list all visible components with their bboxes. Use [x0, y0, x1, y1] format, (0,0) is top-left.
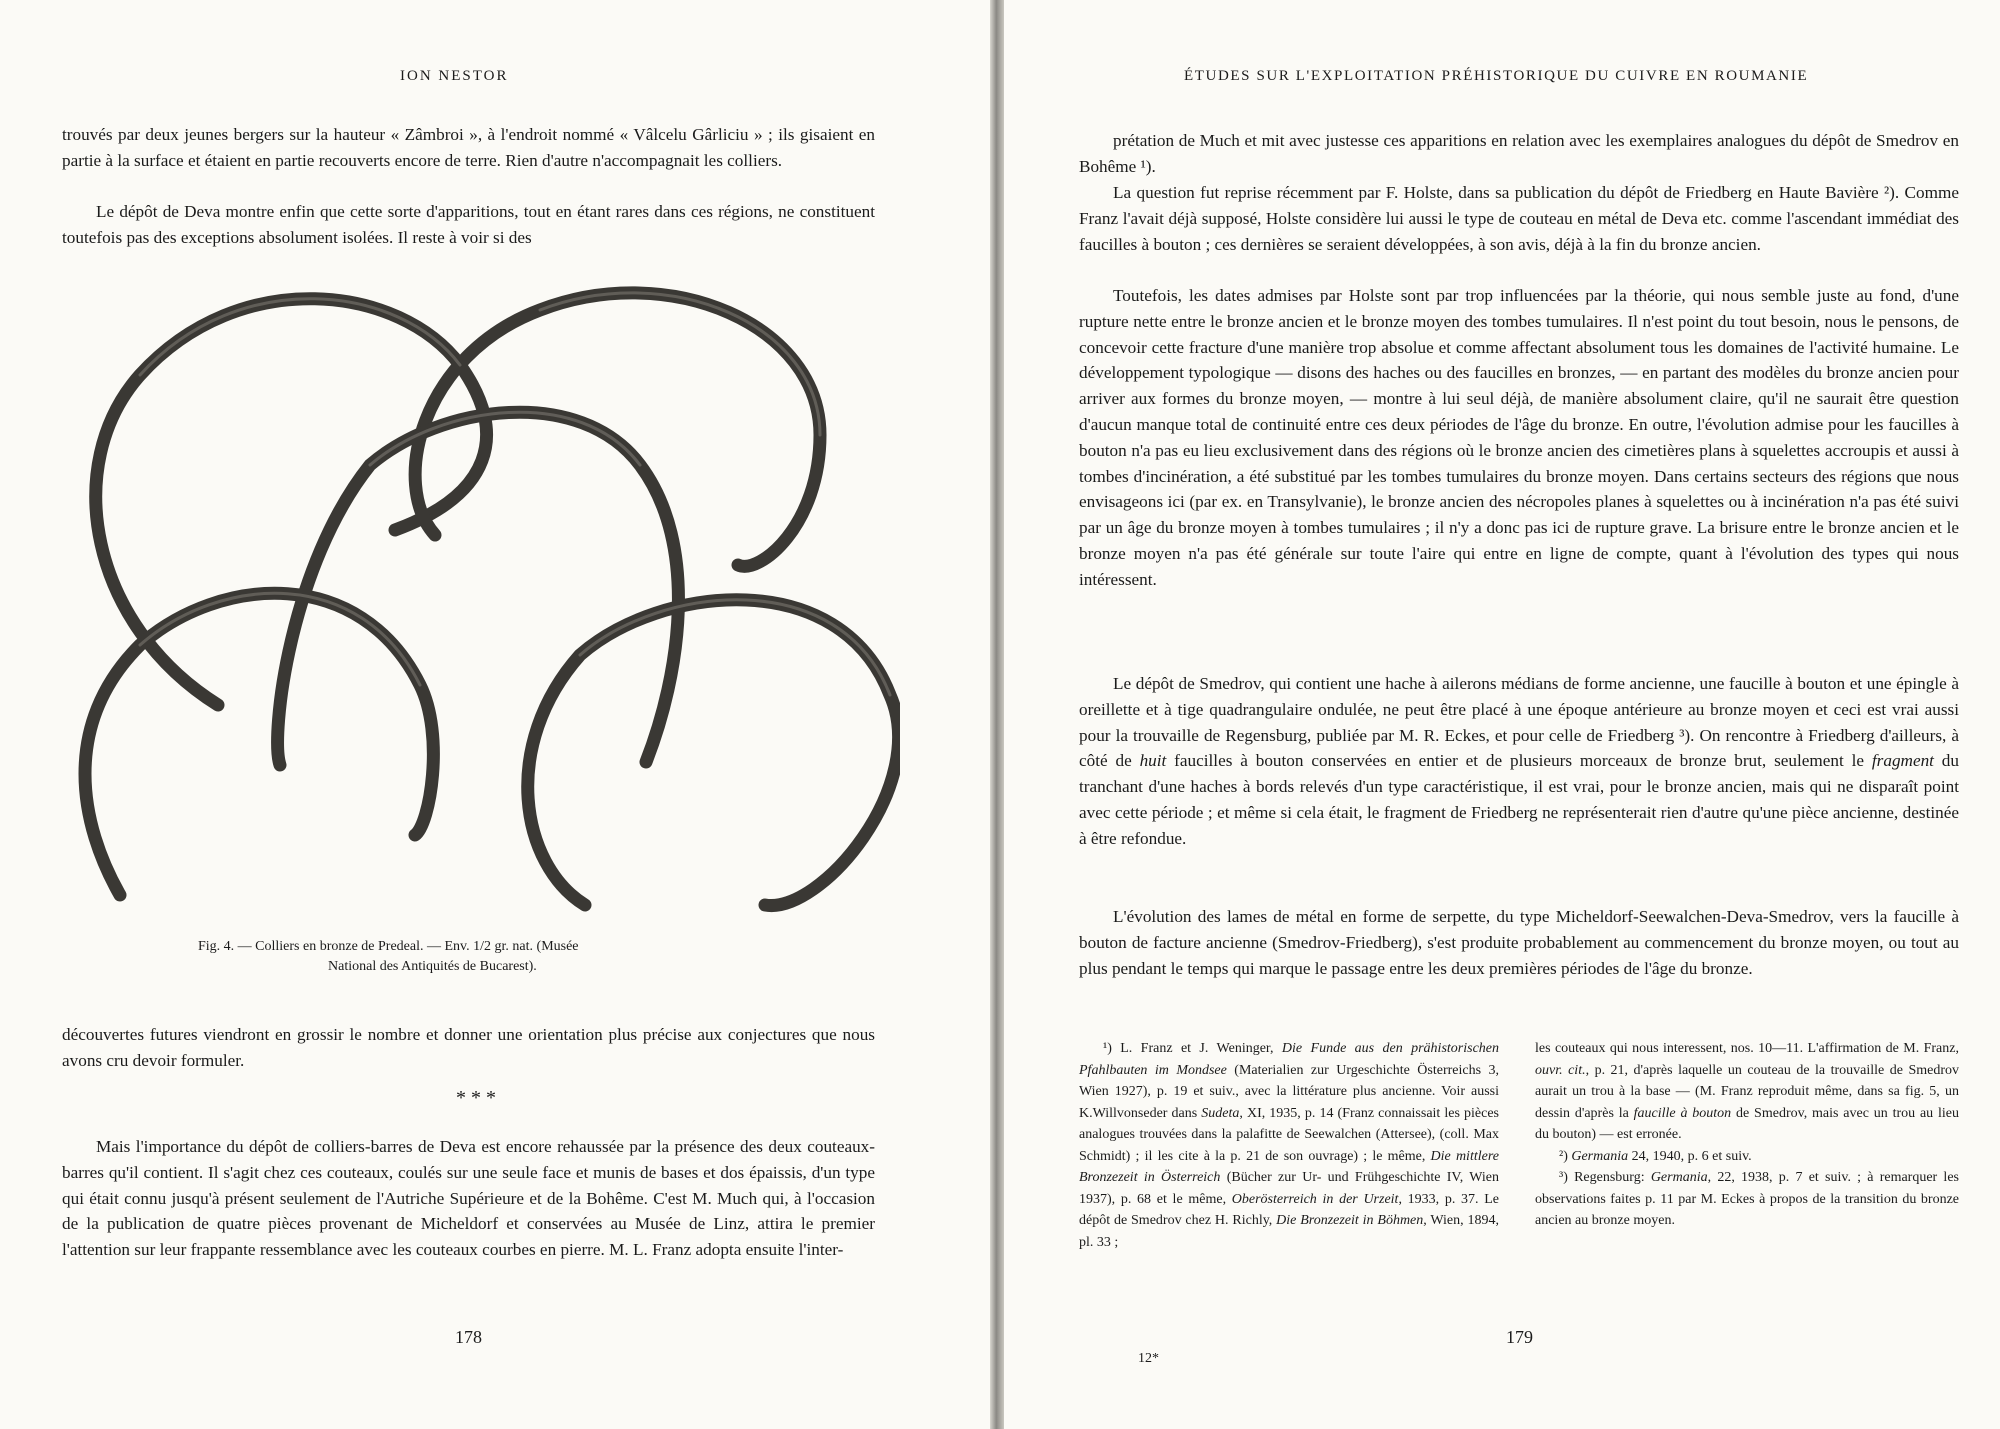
- paragraph: prétation de Much et mit avec justesse ces apparitions en relation avec les exemplaires analogues du dépôt de Smedrov en Bohême ¹).: [1079, 131, 1959, 176]
- section-break: * * *: [456, 1087, 496, 1109]
- paragraph: trouvés par deux jeunes bergers sur la hauteur « Zâmbroi », à l'endroit nommé « Vâlcelu Gârliciu » ; ils gisaient en partie à la surface et étaient en partie recouverts encore de terre. Rien d'autre n'accompagnait les colliers.: [62, 125, 875, 170]
- book-gutter: [990, 0, 1004, 1429]
- footnote-3: ³) Regensburg: Germania, 22, 1938, p. 7 et suiv. ; à remarquer les observations faites p. 11 par M. Eckes à propos de la transition du bronze ancien au bronze moyen.: [1535, 1170, 1959, 1228]
- footnotes-column-right: [1535, 1038, 1959, 1232]
- figure-caption: [198, 937, 758, 977]
- page-number-right: 179: [1506, 1327, 1533, 1347]
- figure-bronze-collars: [60, 265, 900, 915]
- footnote-1-continued: les couteaux qui nous interessent, nos. 10—11. L'affirmation de M. Franz, ouvr. cit., p. 21, d'après laquelle un couteau de la trouvaille de Smedrov aurait un trou à la base — (M. Franz reproduit même, dans sa fig. 5, un dessin d'après la faucille à bouton de Smedrov, mais avec un trou au lieu du bouton) — est erronée.: [1535, 1041, 1959, 1142]
- paragraph: Toutefois, les dates admises par Holste sont par trop influencées par la théorie, qui nous semble juste au fond, d'une rupture nette entre le bronze ancien et le bronze moyen des tombes tumulaires. Il n'est point du tout besoin, nous le pensons, de concevoir cette fracture d'une manière trop absolue et comme affectant absolument tous les domaines de l'activité humaine. Le développement typologique — disons des haches ou des faucilles en bronzes, — en partant des modèles du bronze ancien pour arriver aux formes du bronze moyen, — montre à lui seul déjà, de manière absolument claire, qu'il ne saurait être question d'aucun manque total de continuité entre ces deux périodes de l'âge du bronze. En outre, l'évolution admise pour les faucilles à bouton n'a pas eu lieu exclusivement dans des régions où le bronze ancien des cimetières plans à squelettes accroupis et aussi à tombes d'incinération, a été substitué par les tombes tumulaires du bronze moyen. Dans certains secteurs des régions que nous envisageons ici (par ex. en Transylvanie), le bronze ancien des nécropoles planes à squelettes ou à incinération n'a pas été suivi par un âge du bronze moyen à tombes tumulaires ; il n'y a donc pas ici de rupture grave. La brisure entre le bronze ancien et le bronze moyen n'a pas été générale sur toute l'aire qui entre en ligne de compte, quant à l'évolution des types qui nous intéressent.: [1079, 286, 1959, 589]
- figure-caption-line2: National des Antiquités de Bucarest).: [328, 959, 537, 974]
- footnote-1: ¹) L. Franz et J. Weninger, Die Funde aus den prähistorischen Pfahlbauten im Mondsee (Materialien zur Urgeschichte Österreichs 3, Wien 1927), p. 19 et suiv., avec la littérature plus ancienne. Voir aussi K.Willvonseder dans Sudeta, XI, 1935, p. 14 (Franz connaissait les pièces analogues trouvées dans la palafitte de Seewalchen (Attersee), (coll. Max Schmidt) ; il les cite à la p. 21 de son ouvrage) ; le même, Die mittlere Bronzezeit in Österreich (Bücher zur Ur- und Frühgeschichte IV, Wien 1937), p. 68 et le même, Oberösterreich in der Urzeit, 1933, p. 37. Le dépôt de Smedrov chez H. Richly, Die Bronzezeit in Böhmen, Wien, 1894, pl. 33 ;: [1079, 1041, 1500, 1250]
- paragraph: L'évolution des lames de métal en forme de serpette, du type Micheldorf-Seewalchen-Deva-Smedrov, vers la faucille à bouton de facture ancienne (Smedrov-Friedberg), s'est produite probablement au commencement du bronze moyen, ou tout au plus pendant le temps qui marque le passage entre les deux premières périodes de l'âge du bronze.: [1079, 907, 1959, 978]
- paragraph: Mais l'importance du dépôt de colliers-barres de Deva est encore rehaussée par la présence des deux couteaux-barres qu'il contient. Il s'agit chez ces couteaux, coulés sur une seule face et munis de bases et dos épaissis, d'un type qui était connu jusqu'à présent seulement de l'Autriche Supérieure et de la Bohême. C'est M. Much qui, à l'occasion de la publication de quatre pièces provenant de Micheldorf et conservées au Musée de Linz, attira le premier l'attention sur leur frappante ressemblance avec les couteaux courbes en pierre. M. L. Franz adopta ensuite l'inter-: [62, 1137, 875, 1260]
- figure-caption-line1: Fig. 4. — Colliers en bronze de Predeal. — Env. 1/2 gr. nat. (Musée: [198, 939, 579, 954]
- running-head-left: ION NESTOR: [400, 68, 509, 84]
- paragraph: Le dépôt de Deva montre enfin que cette sorte d'apparitions, tout en étant rares dans ces régions, ne constituent toutefois pas des exceptions absolument isolées. Il reste à voir si des: [62, 202, 875, 247]
- signature-mark: 12*: [1138, 1351, 1159, 1366]
- right-page: [1004, 0, 2000, 1429]
- page-number-left: 178: [455, 1327, 482, 1347]
- left-page: [0, 0, 990, 1429]
- footnotes-column-left: [1079, 1038, 1499, 1253]
- paragraph: découvertes futures viendront en grossir le nombre et donner une orientation plus précise aux conjectures que nous avons cru devoir formuler.: [62, 1025, 875, 1070]
- paragraph: La question fut reprise récemment par F. Holste, dans sa publication du dépôt de Friedberg en Haute Bavière ²). Comme Franz l'avait déjà supposé, Holste considère lui aussi le type de couteau en métal de Deva etc. comme l'ascendant immédiat des faucilles à bouton ; ces dernières se seraient développées, à son avis, déjà à la fin du bronze ancien.: [1079, 183, 1959, 254]
- running-head-right: ÉTUDES SUR L'EXPLOITATION PRÉHISTORIQUE DU CUIVRE EN ROUMANIE: [1184, 68, 1809, 84]
- footnote-2: ²) Germania 24, 1940, p. 6 et suiv.: [1559, 1148, 1752, 1164]
- bronze-collars-photo: [60, 265, 900, 915]
- paragraph: Le dépôt de Smedrov, qui contient une hache à ailerons médians de forme ancienne, une faucille à bouton et une épingle à oreillette et à tige quadrangulaire ondulée, ne peut être placé à une époque antérieure au bronze moyen et ceci est vrai aussi pour la trouvaille de Regensburg, publiée par M. R. Eckes, et pour celle de Friedberg ³). On rencontre à Friedberg d'ailleurs, à côté de huit faucilles à bouton conservées en entier et de plusieurs morceaux de bronze brut, seulement le fragment du tranchant d'une haches à bords relevés d'un type caractéristique, il est vrai, pour le bronze ancien, mais qui ne disparaît point avec cette période ; et même si cela était, le fragment de Friedberg ne représenterait rien d'autre qu'une pièce ancienne, destinée à être refondue.: [1079, 674, 1959, 848]
